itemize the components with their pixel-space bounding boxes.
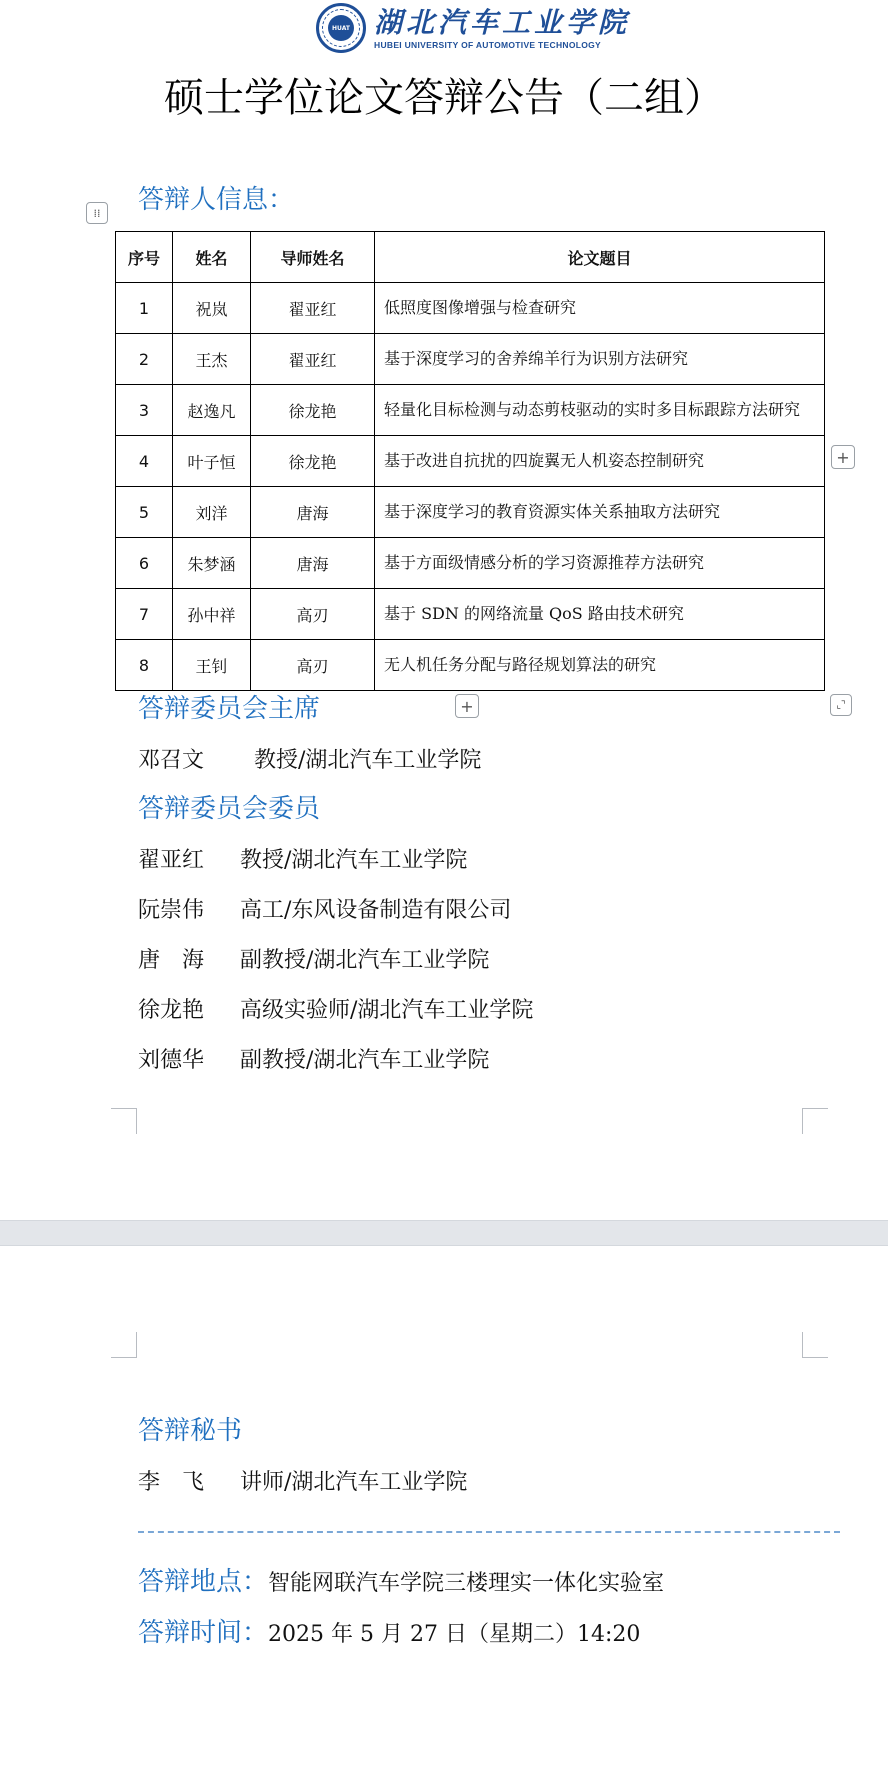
move-handle-icon[interactable]: ⁞⁞ — [86, 202, 108, 224]
chair-member — [138, 746, 481, 776]
cell-no: 6 — [116, 538, 173, 589]
university-logo — [316, 2, 630, 54]
cell-no: 4 — [116, 436, 173, 487]
cell-no: 3 — [116, 385, 173, 436]
cell-name: 王钊 — [173, 640, 251, 691]
member-role: 讲师/湖北汽车工业学院 — [240, 1470, 468, 1495]
dashed-divider — [138, 1531, 840, 1533]
add-column-plus-icon[interactable]: + — [831, 445, 855, 469]
logo-english-name: HUBEI UNIVERSITY OF AUTOMOTIVE TECHNOLOGY — [374, 40, 602, 50]
secretary-heading: 答辩秘书 — [138, 1416, 243, 1446]
cell-advisor: 唐海 — [251, 487, 375, 538]
member-role: 高级实验师/湖北汽车工业学院 — [240, 998, 534, 1023]
member-role: 教授/湖北汽车工业学院 — [254, 748, 482, 773]
cell-advisor: 高刃 — [251, 589, 375, 640]
member-role: 副教授/湖北汽车工业学院 — [240, 1048, 490, 1073]
member-name: 翟亚红 — [138, 848, 205, 873]
cell-name: 叶子恒 — [173, 436, 251, 487]
margin-corner-mark — [111, 1332, 137, 1358]
member-role: 教授/湖北汽车工业学院 — [240, 848, 468, 873]
students-table — [115, 231, 825, 691]
table-row — [116, 334, 825, 385]
page-title: 硕士学位论文答辩公告（二组） — [164, 75, 724, 121]
cell-topic: 基于方面级情感分析的学习资源推荐方法研究 — [375, 538, 825, 589]
cell-topic: 基于深度学习的教育资源实体关系抽取方法研究 — [375, 487, 825, 538]
column-header-name: 姓名 — [173, 232, 251, 283]
location-line — [138, 1565, 664, 1601]
member-name: 阮崇伟 — [138, 898, 205, 923]
table-row — [116, 538, 825, 589]
table-row — [116, 487, 825, 538]
member-name: 徐龙艳 — [138, 998, 205, 1023]
cell-topic: 无人机任务分配与路径规划算法的研究 — [375, 640, 825, 691]
cell-name: 刘洋 — [173, 487, 251, 538]
location-value: 智能网联汽车学院三楼理实一体化实验室 — [268, 1571, 665, 1596]
margin-corner-mark — [802, 1332, 828, 1358]
table-row — [116, 589, 825, 640]
resize-corner-icon[interactable]: ⌞⌝ — [830, 694, 852, 716]
cell-no: 5 — [116, 487, 173, 538]
cell-topic: 基于改进自抗扰的四旋翼无人机姿态控制研究 — [375, 436, 825, 487]
member-name: 唐 海 — [138, 948, 205, 973]
committee-member — [138, 946, 489, 976]
margin-corner-mark — [111, 1108, 137, 1134]
cell-no: 7 — [116, 589, 173, 640]
table-row — [116, 283, 825, 334]
cell-topic: 基于深度学习的舍养绵羊行为识别方法研究 — [375, 334, 825, 385]
logo-chinese-name: 湖北汽车工业学院 — [374, 6, 631, 39]
seal-ring — [322, 9, 360, 47]
cell-advisor: 徐龙艳 — [251, 385, 375, 436]
column-header-advisor: 导师姓名 — [251, 232, 375, 283]
seal-center: HUAT — [328, 15, 354, 41]
table-row — [116, 436, 825, 487]
cell-name: 孙中祥 — [173, 589, 251, 640]
cell-no: 2 — [116, 334, 173, 385]
committee-member — [138, 896, 511, 926]
committee-member — [138, 996, 533, 1026]
logo-text — [374, 6, 630, 50]
cell-no: 1 — [116, 283, 173, 334]
cell-topic: 轻量化目标检测与动态剪枝驱动的实时多目标跟踪方法研究 — [375, 385, 825, 436]
time-line — [138, 1616, 640, 1652]
cell-name: 朱梦涵 — [173, 538, 251, 589]
cell-name: 祝岚 — [173, 283, 251, 334]
table-row — [116, 385, 825, 436]
committee-heading: 答辩委员会委员 — [138, 794, 321, 824]
member-name: 李 飞 — [138, 1470, 205, 1495]
students-heading: 答辩人信息： — [138, 185, 295, 215]
cell-advisor: 唐海 — [251, 538, 375, 589]
page-2 — [0, 1246, 888, 1772]
page-gap — [0, 1220, 888, 1246]
cell-name: 赵逸凡 — [173, 385, 251, 436]
cell-no: 8 — [116, 640, 173, 691]
member-role: 副教授/湖北汽车工业学院 — [240, 948, 490, 973]
secretary-member — [138, 1468, 467, 1498]
member-name: 刘德华 — [138, 1048, 205, 1073]
committee-member — [138, 846, 467, 876]
column-header-topic: 论文题目 — [375, 232, 825, 283]
chair-heading: 答辩委员会主席 — [138, 694, 321, 724]
member-name: 邓召文 — [138, 748, 205, 773]
column-header-no: 序号 — [116, 232, 173, 283]
location-label: 答辩地点： — [138, 1567, 269, 1597]
cell-name: 王杰 — [173, 334, 251, 385]
cell-topic: 基于 SDN 的网络流量 QoS 路由技术研究 — [375, 589, 825, 640]
cell-advisor: 翟亚红 — [251, 334, 375, 385]
cell-advisor: 高刃 — [251, 640, 375, 691]
add-row-plus-icon[interactable]: + — [455, 694, 479, 718]
cell-topic: 低照度图像增强与检查研究 — [375, 283, 825, 334]
university-seal-icon — [316, 3, 366, 53]
time-label: 答辩时间： — [138, 1618, 269, 1648]
member-role: 高工/东风设备制造有限公司 — [240, 898, 512, 923]
time-value: 2025 年 5 月 27 日（星期二）14:20 — [268, 1622, 641, 1647]
cell-advisor: 翟亚红 — [251, 283, 375, 334]
table-header-row — [116, 232, 825, 283]
cell-advisor: 徐龙艳 — [251, 436, 375, 487]
margin-corner-mark — [802, 1108, 828, 1134]
committee-member — [138, 1046, 489, 1076]
table-row — [116, 640, 825, 691]
